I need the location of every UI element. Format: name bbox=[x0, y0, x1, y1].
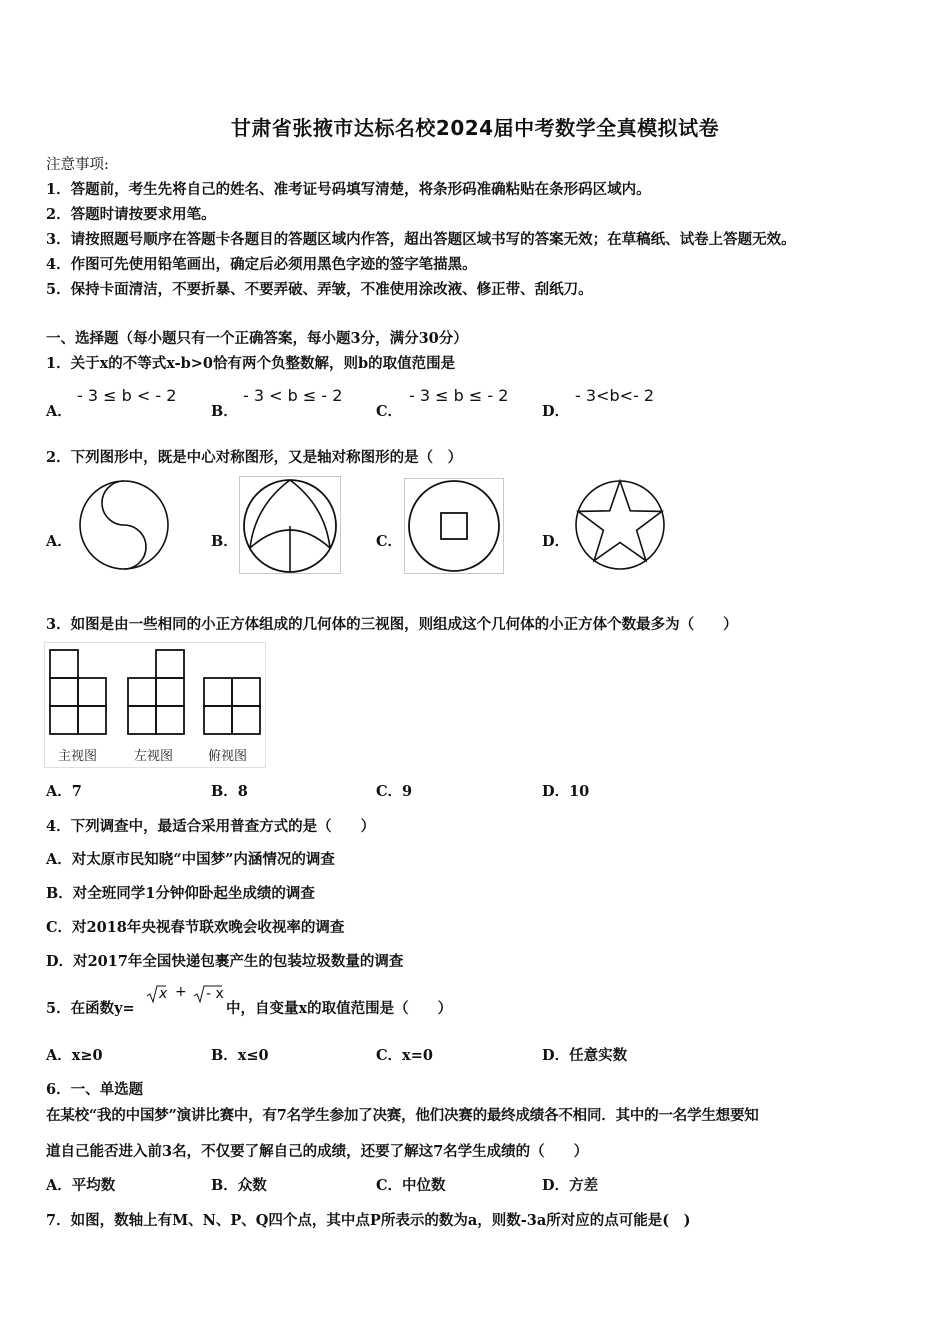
option-label: C． bbox=[376, 1177, 403, 1194]
three-arcs-figure bbox=[239, 476, 341, 574]
option-text: 9 bbox=[402, 783, 413, 800]
notice-item: 2．答题时请按要求用笔。 bbox=[46, 206, 216, 223]
q6-option-d bbox=[542, 1174, 598, 1195]
question-6-stem-line-2: 道自己能否进入前3名，不仅要了解自己的成绩，还要了解这7名学生成绩的（ ） bbox=[46, 1143, 589, 1160]
q6-option-c bbox=[376, 1174, 446, 1195]
front-view-caption: 主视图 bbox=[58, 749, 98, 764]
q1-option-d-math: - 3<b<- 2 bbox=[575, 386, 655, 405]
option-text: x≥0 bbox=[71, 1047, 103, 1064]
q2-option-c-label: C． bbox=[376, 533, 403, 550]
yin-yang-figure bbox=[77, 478, 171, 572]
q4-option-d: D．对2017年全国快递包裹产生的包装垃圾数量的调查 bbox=[46, 953, 404, 970]
q6-option-b bbox=[211, 1174, 267, 1195]
coin-figure bbox=[404, 478, 504, 574]
option-label: B． bbox=[211, 783, 238, 800]
q6-option-a bbox=[46, 1174, 115, 1195]
q5-option-c bbox=[376, 1044, 433, 1065]
option-label: C． bbox=[376, 1047, 403, 1064]
left-view-caption: 左视图 bbox=[134, 749, 174, 764]
question-1-stem: 1．关于x的不等式x-b>0恰有两个负整数解，则b的取值范围是 bbox=[46, 355, 456, 372]
option-label: A． bbox=[46, 783, 72, 800]
option-label: B． bbox=[211, 1047, 238, 1064]
question-2-stem: 2．下列图形中，既是中心对称图形，又是轴对称图形的是（ ） bbox=[46, 449, 463, 466]
q2-option-b-label: B． bbox=[211, 533, 238, 550]
sqrt-radicand-2: - x bbox=[206, 986, 224, 1002]
q4-option-c: C．对2018年央视春节联欢晚会收视率的调查 bbox=[46, 919, 345, 936]
question-4-stem: 4．下列调查中，最适合采用普查方式的是（ ） bbox=[46, 818, 376, 835]
page-title: 甘肃省张掖市达标名校2024届中考数学全真模拟试卷 bbox=[230, 116, 720, 140]
q1-option-b-math: - 3 < b ≤ - 2 bbox=[243, 386, 343, 405]
question-3-stem: 3．如图是由一些相同的小正方体组成的几何体的三视图，则组成这个几何体的小正方体个数最多为（ ） bbox=[46, 616, 738, 633]
q1-option-a-label: A． bbox=[46, 403, 72, 420]
option-label: A． bbox=[46, 1177, 72, 1194]
option-label: A． bbox=[46, 1047, 72, 1064]
q1-option-d-label: D． bbox=[542, 403, 570, 420]
q3-option-b bbox=[211, 780, 248, 801]
q4-option-b: B．对全班同学1分钟仰卧起坐成绩的调查 bbox=[46, 885, 315, 902]
option-text: 10 bbox=[569, 783, 590, 800]
question-6-heading: 6．一、单选题 bbox=[46, 1081, 144, 1098]
section-heading: 一、选择题（每小题只有一个正确答案，每小题3分，满分30分） bbox=[46, 330, 468, 347]
q5-option-a bbox=[46, 1044, 103, 1065]
sqrt-radicand-1: x bbox=[159, 986, 168, 1002]
notice-item: 4．作图可先使用铅笔画出，确定后必须用黑色字迹的签字笔描黑。 bbox=[46, 256, 477, 273]
question-6-stem-line-1: 在某校“我的中国梦”演讲比赛中，有7名学生参加了决赛，他们决赛的最终成绩各不相同．其中的一名学生想要知 bbox=[46, 1107, 759, 1124]
option-label: B． bbox=[211, 1177, 238, 1194]
option-text: 众数 bbox=[237, 1177, 267, 1194]
option-label: D． bbox=[542, 1177, 570, 1194]
q5-option-d bbox=[542, 1044, 627, 1065]
q2-option-a-label: A． bbox=[46, 533, 72, 550]
option-text: x=0 bbox=[402, 1047, 433, 1064]
option-text: 任意实数 bbox=[569, 1047, 628, 1064]
option-text: 中位数 bbox=[402, 1177, 446, 1194]
q5-option-b bbox=[211, 1044, 269, 1065]
question-5-stem-suffix: 中，自变量x的取值范围是（ ） bbox=[226, 1000, 453, 1017]
option-text: x≤0 bbox=[237, 1047, 269, 1064]
q2-option-d-label: D． bbox=[542, 533, 570, 550]
notice-heading: 注意事项: bbox=[46, 157, 109, 173]
notice-item: 5．保持卡面清洁，不要折暴、不要弄破、弄皱，不准使用涂改液、修正带、刮纸刀。 bbox=[46, 281, 593, 298]
option-label: C． bbox=[376, 783, 403, 800]
q4-option-a: A．对太原市民知晓“中国梦”内涵情况的调查 bbox=[46, 851, 335, 868]
q3-option-c bbox=[376, 780, 412, 801]
q1-option-c-math: - 3 ≤ b ≤ - 2 bbox=[409, 386, 509, 405]
option-text: 平均数 bbox=[71, 1177, 116, 1194]
question-7-stem: 7．如图，数轴上有M、N、P、Q四个点，其中点P所表示的数为a，则数-3a所对应的点可能是( ) bbox=[46, 1212, 691, 1229]
q1-option-b-label: B． bbox=[211, 403, 238, 420]
option-text: 8 bbox=[237, 783, 248, 800]
star-figure bbox=[573, 478, 667, 572]
option-label: D． bbox=[542, 783, 570, 800]
q1-option-c-label: C． bbox=[376, 403, 403, 420]
option-label: D． bbox=[542, 1047, 570, 1064]
option-text: 方差 bbox=[569, 1177, 599, 1194]
top-view-caption: 俯视图 bbox=[208, 749, 248, 764]
option-text: 7 bbox=[71, 783, 82, 800]
notice-item: 1．答题前，考生先将自己的姓名、准考证号码填写清楚，将条形码准确粘贴在条形码区域内。 bbox=[46, 181, 651, 198]
notice-item: 3．请按照题号顺序在答题卡各题目的答题区域内作答，超出答题区域书写的答案无效；在草稿纸、试卷上答题无效。 bbox=[46, 231, 796, 248]
q3-option-a bbox=[46, 780, 82, 801]
question-5-stem-prefix: 5．在函数y= bbox=[46, 1000, 135, 1017]
q3-option-d bbox=[542, 780, 589, 801]
plus-sign: + bbox=[175, 984, 187, 1000]
q1-option-a-math: - 3 ≤ b < - 2 bbox=[77, 386, 177, 405]
